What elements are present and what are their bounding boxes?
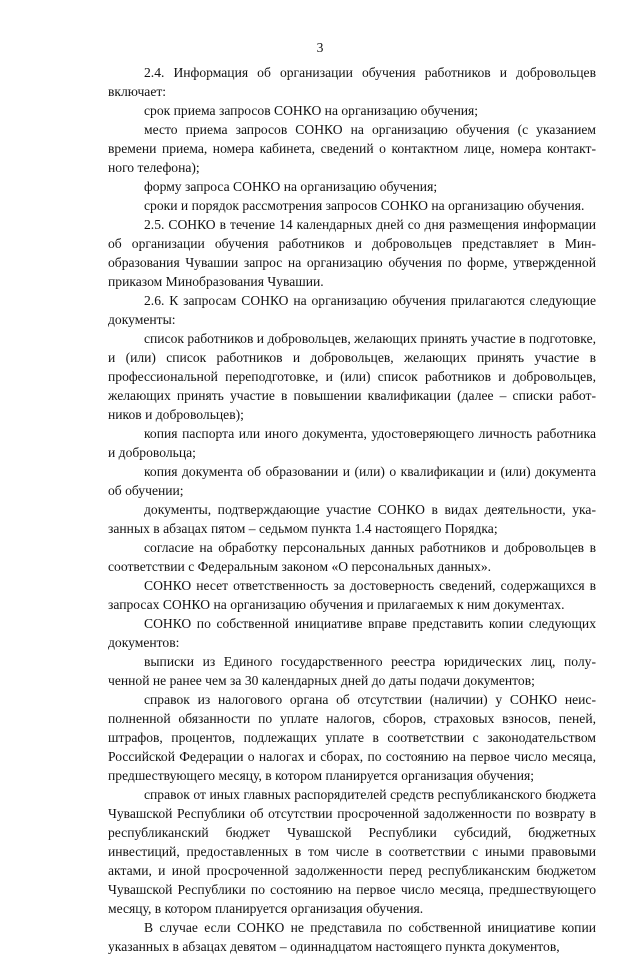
paragraph-egrul-extract: выписки из Единого государственного реестра юридических лиц, полученной не ранее чем за 30 календарных дней до даты подачи документов; (108, 654, 596, 688)
paragraph-2-4-intro: 2.4. Информация об организации обучения работников и добровольцев включает: (108, 65, 596, 99)
paragraph-review-terms: сроки и порядок рассмотрения запросов СОНКО на организацию обучения. (144, 198, 585, 213)
page-number: 3 (316, 40, 324, 55)
paragraph-tax-certificate: справок из налогового органа об отсутствии (наличии) у СОНКО неисполненной обязанности по уплате налогов, сборов, страховых взносов, пеней, штрафов, процентов, подлежащих уплате в соответствии с законодательством Российской Федерации о налогах и сборах, по состоянию на первое число месяца, предшествующего месяцу, в котором планируется организация обучения; (108, 692, 596, 783)
document-body (108, 63, 596, 956)
paragraph-2-6: 2.6. К запросам СОНКО на организацию обучения прилагаются следующие документы: (108, 293, 596, 327)
paragraph-employee-list: список работников и добровольцев, желающих принять участие в подготовке, и (или) список работников и добровольцев, желающих принять участие в профессиональной переподготовке, и (или) список работников и добровольцев, желающих принять участие в повышении квалификации (далее – списки работников и добровольцев); (108, 331, 597, 422)
paragraph-request-place: место приема запросов СОНКО на организацию обучения (с указанием времени приема, номера кабинета, сведений о контактном лице, номера контактного телефона); (108, 122, 596, 175)
paragraph-responsibility: СОНКО несет ответственность за достоверность сведений, содержащихся в запросах СОНКО на организацию обучения и прилагаемых к ним документах. (108, 578, 596, 612)
paragraph-budget-certificate: справок от иных главных распорядителей средств республиканского бюджета Чувашской Республики об отсутствии просроченной задолженности по возврату в республиканский бюджет Чувашской Республики субсидий, бюджетных инвестиций, предоставленных в том числе в соответствии с иными правовыми актами, и иной просроченной задолженности перед республиканским бюджетом Чувашской Республики по состоянию на первое число месяца, предшествующего месяцу, в котором планируется организация обучения. (108, 787, 596, 916)
paragraph-passport-copy: копия паспорта или иного документа, удостоверяющего личность работника и добровольца; (108, 426, 596, 460)
paragraph-if-not-submitted: В случае если СОНКО не представила по собственной инициативе копии указанных в абзацах девятом – одиннадцатом настоящего пункта документов, (108, 920, 596, 954)
paragraph-activity-docs: документы, подтверждающие участие СОНКО в видах деятельности, указанных в абзацах пятом – седьмом пункта 1.4 настоящего Порядка; (108, 502, 596, 536)
paragraph-2-5: 2.5. СОНКО в течение 14 календарных дней со дня размещения информации об организации обучения работников и добровольцев представляет в Минобразования Чувашии запрос на организацию обучения по форме, утвержденной приказом Минобразования Чувашии. (108, 217, 596, 289)
paragraph-own-initiative: СОНКО по собственной инициативе вправе представить копии следующих документов: (108, 616, 596, 650)
paragraph-personal-data-consent: согласие на обработку персональных данных работников и добровольцев в соответствии с Федеральным законом «О персональных данных». (108, 540, 596, 574)
paragraph-request-form: форму запроса СОНКО на организацию обучения; (144, 179, 438, 194)
paragraph-education-copy: копия документа об образовании и (или) о квалификации и (или) документа об обучении; (108, 464, 596, 498)
paragraph-request-period: срок приема запросов СОНКО на организацию обучения; (144, 103, 479, 118)
